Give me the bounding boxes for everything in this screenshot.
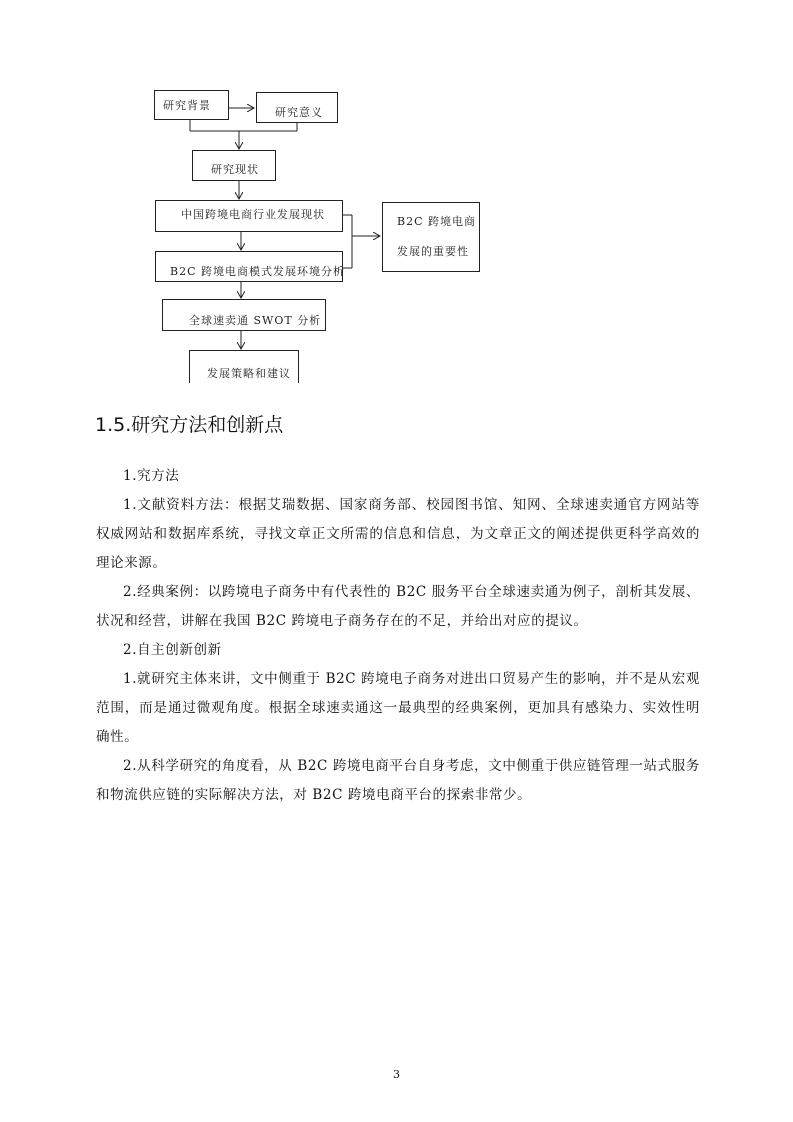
box-industry-status-label: 中国跨境电商行业发展现状 — [181, 208, 325, 221]
paragraph: 2.自主创新创新 — [123, 642, 222, 658]
paragraph: 1.究方法 — [123, 468, 180, 484]
box-research-significance-label: 研究意义 — [275, 105, 323, 119]
box-research-status-label: 研究现状 — [211, 162, 259, 176]
section-body — [96, 462, 700, 810]
flowchart-connectors — [0, 0, 793, 390]
paragraph: 2.从科学研究的角度看，从 B2C 跨境电商平台自身考虑，文中侧重于供应链管理一站式服务和物流供应链的实际解决方法，对 B2C 跨境电商平台的探索非常少。 — [96, 758, 700, 803]
box-b2c-importance-line2: 发展的重要性 — [397, 245, 469, 258]
paragraph: 2.经典案例：以跨境电子商务中有代表性的 B2C 服务平台全球速卖通为例子，剖析其发展、状况和经营，讲解在我国 B2C 跨境电子商务存在的不足，并给出对应的提议。 — [96, 584, 700, 629]
box-research-significance — [256, 92, 338, 123]
box-research-background — [154, 90, 229, 120]
box-industry-status — [155, 200, 343, 232]
box-b2c-importance-line1: B2C 跨境电商 — [397, 215, 476, 228]
box-strategy-label: 发展策略和建议 — [207, 367, 291, 380]
box-strategy — [189, 350, 299, 383]
box-swot-analysis — [162, 299, 326, 331]
box-environment-analysis — [155, 251, 343, 282]
paragraph: 1.文献资料方法：根据艾瑞数据、国家商务部、校园图书馆、知网、全球速卖通官方网站等权威网站和数据库系统，寻找文章正文所需的信息和信息，为文章正文的阐述提供更科学高效的理论来源。 — [96, 497, 700, 571]
box-b2c-importance — [382, 202, 480, 272]
page-number: 3 — [393, 1068, 400, 1081]
paragraph: 1.就研究主体来讲，文中侧重于 B2C 跨境电子商务对进出口贸易产生的影响，并不是从宏观范围，而是通过微观角度。根据全球速卖通这一最典型的经典案例，更加具有感染力、实效性明确性。 — [96, 671, 700, 745]
box-swot-analysis-label: 全球速卖通 SWOT 分析 — [189, 314, 322, 327]
box-environment-analysis-label: B2C 跨境电商模式发展环境分析 — [170, 264, 345, 278]
box-research-background-label: 研究背景 — [163, 99, 211, 112]
section-heading: 1.5.研究方法和创新点 — [95, 414, 284, 436]
box-research-status — [192, 150, 276, 181]
research-flowchart — [0, 0, 793, 390]
